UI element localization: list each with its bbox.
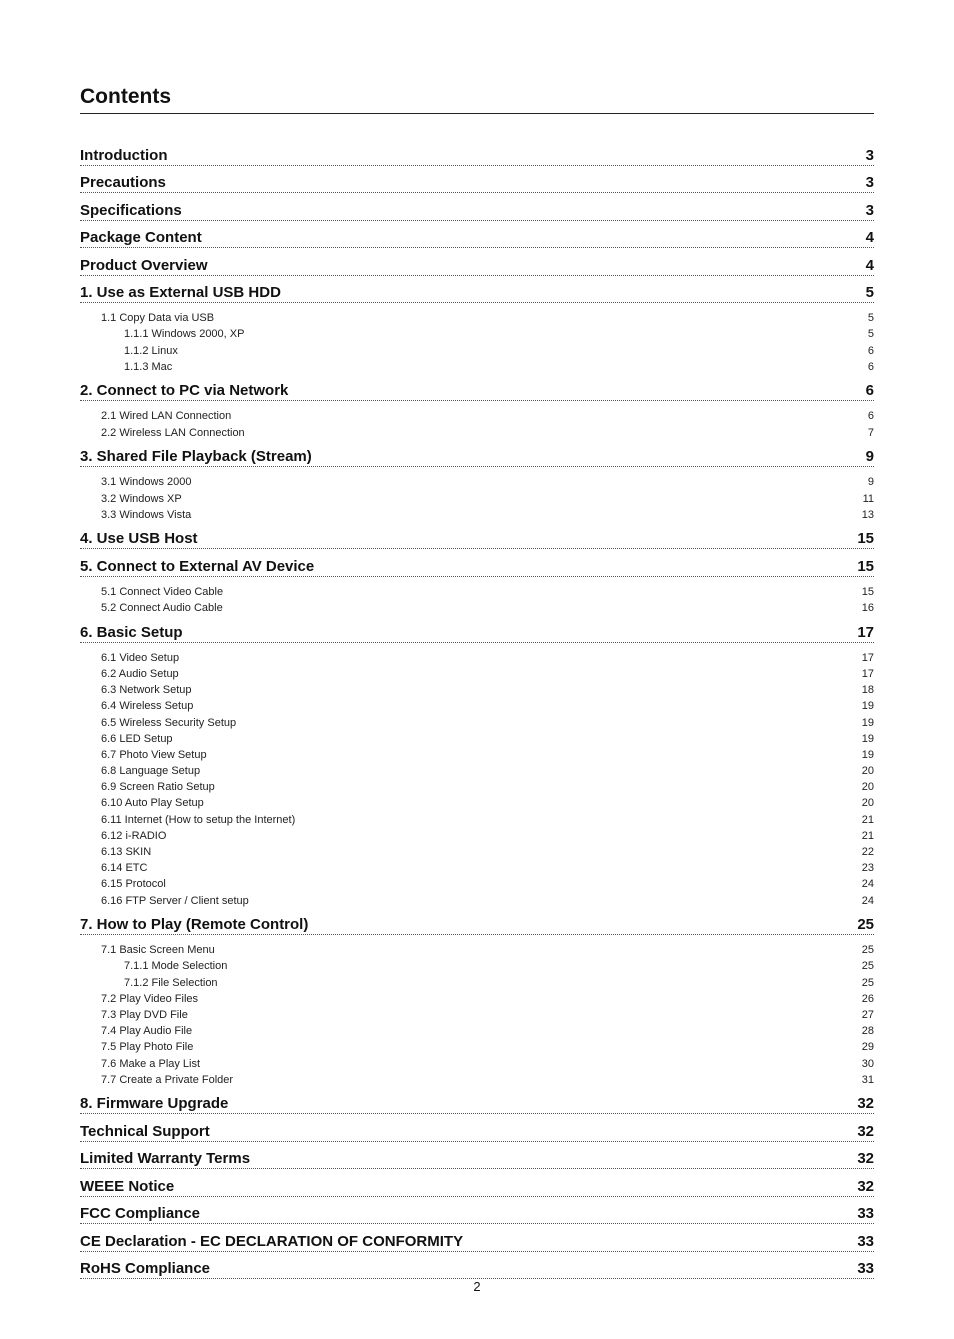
toc-entry-title: 7.3 Play DVD File — [101, 1009, 188, 1021]
toc-entry-page: 6 — [867, 344, 874, 357]
toc-entry-page: 17 — [861, 667, 874, 680]
toc-entry-page: 6 — [867, 360, 874, 373]
toc-entry-title: 6.1 Video Setup — [101, 651, 180, 664]
toc-entry-page: 4 — [865, 229, 874, 246]
toc-entry-page: 25 — [861, 960, 874, 973]
toc-entry-page: 5 — [867, 328, 874, 341]
toc-entry-page: 33 — [857, 1232, 874, 1250]
toc-entry-title: 6.9 Screen Ratio Setup — [101, 781, 215, 794]
toc-entry-page: 18 — [861, 684, 874, 697]
toc-entry-page: 6 — [867, 410, 874, 423]
toc-entry-page: 28 — [861, 1025, 874, 1038]
toc-entry-title: 3.1 Windows 2000 — [101, 476, 192, 489]
toc-entry-page: 19 — [861, 732, 874, 745]
toc-entry-title: 3.2 Windows XP — [101, 492, 182, 505]
toc-entry-title: Specifications — [80, 201, 182, 219]
toc-entry-page: 9 — [867, 476, 874, 489]
toc-entry-title: 7.1 Basic Screen Menu — [101, 944, 215, 957]
toc-subentry[interactable] — [80, 1071, 874, 1087]
toc-entry[interactable] — [80, 1224, 874, 1252]
toc-entry-title: 7.2 Play Video Files — [101, 992, 199, 1005]
toc-subentry[interactable] — [80, 778, 874, 794]
toc-subentry[interactable] — [80, 681, 874, 697]
toc-entry-title: Precautions — [80, 174, 166, 191]
toc-entry-title: Package Content — [80, 229, 202, 246]
toc-entry-title: 6.10 Auto Play Setup — [101, 797, 204, 810]
toc-subentry[interactable] — [80, 730, 874, 746]
toc-subentry[interactable] — [80, 762, 874, 778]
toc-entry-title: 2.1 Wired LAN Connection — [101, 410, 232, 423]
toc-entry[interactable] — [80, 908, 874, 936]
toc-entry-title: 7.1.1 Mode Selection — [124, 960, 228, 973]
toc-entry-page: 20 — [861, 765, 874, 778]
toc-entry-page: 22 — [861, 846, 874, 858]
toc-entry[interactable] — [80, 1114, 874, 1142]
toc-entry[interactable] — [80, 1169, 874, 1197]
toc-entry-page: 24 — [861, 894, 874, 907]
page-title: Contents — [80, 84, 874, 114]
toc-entry-title: 6.5 Wireless Security Setup — [101, 716, 237, 729]
toc-entry-title: 6.6 LED Setup — [101, 732, 173, 745]
toc-subentry[interactable] — [80, 325, 874, 341]
toc-entry[interactable] — [80, 166, 874, 194]
toc-entry-page: 27 — [861, 1009, 874, 1021]
toc-entry-page: 21 — [861, 813, 874, 826]
toc-entry[interactable] — [80, 221, 874, 249]
table-of-contents — [80, 138, 874, 1279]
toc-entry-title: 6.13 SKIN — [101, 846, 152, 858]
toc-entry-title: CE Declaration - EC DECLARATION OF CONFORMITY — [80, 1232, 464, 1250]
toc-entry-title: 6.16 FTP Server / Client setup — [101, 894, 249, 907]
toc-entry-title: 6. Basic Setup — [80, 623, 183, 641]
toc-entry-page: 11 — [862, 492, 874, 505]
toc-entry-title: 1. Use as External USB HDD — [80, 284, 281, 301]
toc-entry-page: 26 — [861, 992, 874, 1005]
toc-entry-title: 6.7 Photo View Setup — [101, 748, 207, 761]
toc-subentry[interactable] — [80, 957, 874, 973]
toc-subentry[interactable] — [80, 843, 874, 859]
toc-entry-page: 19 — [861, 748, 874, 761]
toc-entry[interactable] — [80, 138, 874, 166]
toc-entry-title: 2. Connect to PC via Network — [80, 382, 289, 400]
toc-entry[interactable] — [80, 276, 874, 304]
toc-entry-page: 32 — [857, 1122, 874, 1140]
toc-entry-page: 15 — [857, 530, 874, 548]
toc-entry[interactable] — [80, 374, 874, 402]
toc-entry-page: 3 — [865, 146, 874, 164]
toc-entry-title: Introduction — [80, 146, 168, 164]
toc-entry-page: 20 — [861, 781, 874, 794]
toc-entry-title: 6.8 Language Setup — [101, 765, 201, 778]
toc-subentry[interactable] — [80, 309, 874, 325]
toc-entry-title: 7.6 Make a Play List — [101, 1057, 201, 1070]
toc-entry-page: 3 — [865, 174, 874, 191]
toc-entry-page: 5 — [865, 284, 874, 301]
toc-subentry[interactable] — [80, 713, 874, 729]
toc-entry[interactable] — [80, 615, 874, 643]
toc-entry-title: 7.4 Play Audio File — [101, 1025, 193, 1038]
toc-subentry[interactable] — [80, 990, 874, 1006]
toc-entry-title: 5. Connect to External AV Device — [80, 557, 315, 575]
toc-entry-title: 7.7 Create a Private Folder — [101, 1073, 234, 1086]
toc-entry-page: 24 — [861, 878, 874, 891]
toc-entry[interactable] — [80, 1197, 874, 1225]
toc-entry-page: 32 — [857, 1095, 874, 1113]
toc-subentry[interactable] — [80, 973, 874, 989]
toc-entry-page: 29 — [861, 1041, 874, 1054]
toc-entry-page: 16 — [861, 602, 874, 615]
toc-entry[interactable] — [80, 522, 874, 550]
toc-entry-title: 5.1 Connect Video Cable — [101, 585, 224, 598]
toc-entry-title: 6.15 Protocol — [101, 878, 166, 891]
toc-entry-page: 31 — [861, 1073, 874, 1086]
toc-subentry[interactable] — [80, 599, 874, 615]
toc-entry-page: 32 — [857, 1150, 874, 1168]
toc-entry-title: 6.11 Internet (How to setup the Internet) — [101, 813, 296, 826]
toc-subentry[interactable] — [80, 859, 874, 875]
toc-entry-page: 23 — [861, 862, 874, 875]
toc-subentry[interactable] — [80, 1054, 874, 1070]
toc-entry[interactable] — [80, 248, 874, 276]
toc-entry[interactable] — [80, 1252, 874, 1280]
toc-entry-title: 6.2 Audio Setup — [101, 667, 179, 680]
toc-subentry[interactable] — [80, 341, 874, 357]
toc-entry-page: 5 — [867, 312, 874, 325]
toc-subentry[interactable] — [80, 407, 874, 423]
toc-entry-page: 21 — [861, 829, 874, 842]
toc-entry-title: 6.3 Network Setup — [101, 684, 192, 697]
toc-entry-page: 15 — [861, 585, 874, 598]
toc-entry-title: RoHS Compliance — [80, 1260, 211, 1278]
toc-subentry[interactable] — [80, 473, 874, 489]
toc-subentry[interactable] — [80, 489, 874, 505]
toc-entry-page: 20 — [861, 797, 874, 810]
toc-entry[interactable] — [80, 1087, 874, 1115]
toc-entry-page: 6 — [865, 382, 874, 400]
toc-entry-title: 7.1.2 File Selection — [124, 976, 218, 989]
toc-entry[interactable] — [80, 193, 874, 221]
toc-subentry[interactable] — [80, 506, 874, 522]
toc-subentry[interactable] — [80, 794, 874, 810]
toc-subentry[interactable] — [80, 665, 874, 681]
toc-entry[interactable] — [80, 1142, 874, 1170]
toc-entry-page: 9 — [865, 448, 874, 466]
toc-entry-title: Product Overview — [80, 256, 208, 274]
toc-subentry[interactable] — [80, 649, 874, 665]
toc-entry-page: 17 — [857, 623, 874, 641]
toc-entry-page: 32 — [857, 1177, 874, 1195]
toc-subentry[interactable] — [80, 941, 874, 957]
toc-entry-page: 30 — [861, 1057, 874, 1070]
toc-entry-title: FCC Compliance — [80, 1205, 201, 1223]
toc-entry-page: 33 — [857, 1205, 874, 1223]
toc-entry-page: 3 — [865, 201, 874, 219]
toc-entry-page: 25 — [861, 944, 874, 957]
toc-entry-page: 4 — [865, 256, 874, 274]
toc-entry-page: 25 — [861, 976, 874, 989]
toc-entry-title: 1.1.3 Mac — [124, 360, 173, 373]
toc-entry-title: 2.2 Wireless LAN Connection — [101, 426, 245, 439]
toc-entry-title: 8. Firmware Upgrade — [80, 1095, 229, 1113]
toc-entry-title: 1.1 Copy Data via USB — [101, 312, 215, 325]
toc-entry-title: 5.2 Connect Audio Cable — [101, 602, 223, 615]
toc-subentry[interactable] — [80, 423, 874, 439]
toc-entry-title: 3. Shared File Playback (Stream) — [80, 448, 312, 466]
toc-entry-page: 15 — [857, 557, 874, 575]
toc-subentry[interactable] — [80, 746, 874, 762]
toc-entry[interactable] — [80, 549, 874, 577]
toc-entry-page: 7 — [867, 426, 874, 439]
toc-entry-title: 6.4 Wireless Setup — [101, 700, 194, 713]
toc-entry-title: 6.14 ETC — [101, 862, 148, 875]
toc-subentry[interactable] — [80, 875, 874, 891]
toc-entry-page: 19 — [861, 700, 874, 713]
toc-entry-title: Technical Support — [80, 1122, 210, 1140]
toc-entry-title: 1.1.2 Linux — [124, 344, 178, 357]
toc-subentry[interactable] — [80, 697, 874, 713]
toc-entry-title: Limited Warranty Terms — [80, 1150, 251, 1168]
toc-subentry[interactable] — [80, 358, 874, 374]
toc-subentry[interactable] — [80, 1038, 874, 1054]
toc-entry-page: 19 — [861, 716, 874, 729]
toc-entry-title: 1.1.1 Windows 2000, XP — [124, 328, 245, 341]
toc-entry[interactable] — [80, 440, 874, 468]
toc-subentry[interactable] — [80, 1022, 874, 1038]
toc-subentry[interactable] — [80, 583, 874, 599]
toc-subentry[interactable] — [80, 810, 874, 826]
toc-entry-page: 17 — [861, 651, 874, 664]
page-number: 2 — [473, 1279, 481, 1294]
toc-subentry[interactable] — [80, 827, 874, 843]
toc-entry-page: 33 — [857, 1260, 874, 1278]
toc-entry-title: 7. How to Play (Remote Control) — [80, 916, 309, 934]
toc-entry-title: 4. Use USB Host — [80, 530, 198, 548]
toc-entry-title: 7.5 Play Photo File — [101, 1041, 194, 1054]
toc-subentry[interactable] — [80, 891, 874, 907]
toc-entry-title: 3.3 Windows Vista — [101, 508, 192, 521]
toc-entry-page: 13 — [861, 508, 874, 521]
toc-entry-title: 6.12 i-RADIO — [101, 829, 167, 842]
toc-entry-page: 25 — [857, 916, 874, 934]
toc-subentry[interactable] — [80, 1006, 874, 1022]
toc-entry-title: WEEE Notice — [80, 1177, 175, 1195]
